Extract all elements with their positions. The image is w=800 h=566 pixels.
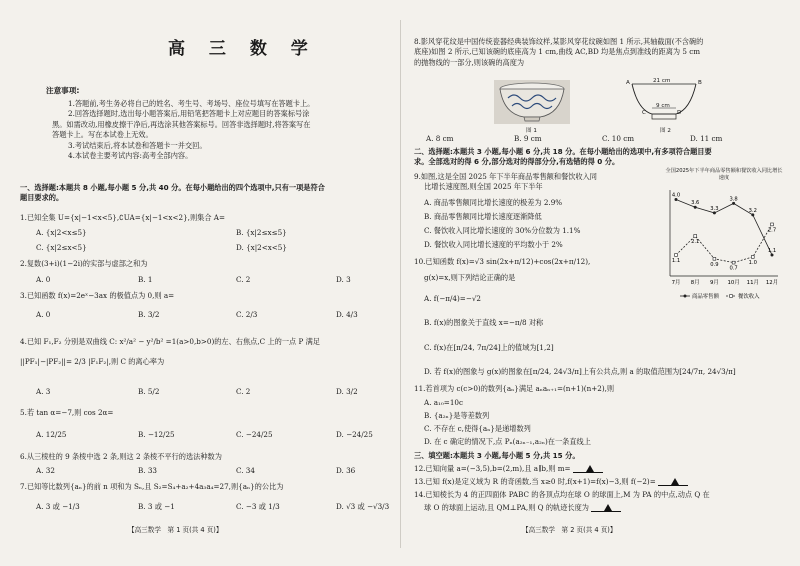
q13-stem (414, 477, 688, 487)
q10-option-d[interactable]: D. 若 f(x)的图象与 g(x)的图象在[π/24, 24√3/π]上有公共点,则 a 的取值范围为[24/7π, 24√3/π] (424, 367, 736, 376)
notice-line: 3.考试结束后,将本试卷和答题卡一并交回。 (68, 140, 207, 150)
triangle-marker-icon (604, 504, 612, 511)
q11-stem: 11.若首项为 c(c>0)的数列{aₙ}满足 aₙaₙ₊₁=(n+1)(n+2),则 (414, 384, 615, 393)
data-point (751, 255, 754, 258)
q9-option-b[interactable]: B. 商品零售额同比增长速度逐渐降低 (424, 212, 542, 221)
q1-option-b[interactable]: B. {x|2≤x≤5} (236, 228, 287, 237)
data-point (771, 223, 774, 226)
q2-option-d[interactable]: D. 3 (336, 275, 351, 284)
data-label: 3.3 (710, 205, 719, 212)
q14-stem-2 (424, 503, 621, 513)
q6-option-b[interactable]: B. 33 (138, 466, 157, 475)
q5-option-d[interactable]: D. −24/25 (336, 430, 373, 439)
q2-option-b[interactable]: B. 1 (138, 275, 153, 284)
q5-option-b[interactable]: B. −12/25 (138, 430, 175, 439)
q7-option-b[interactable]: B. 3 或 −1 (138, 502, 175, 511)
data-label: 3.2 (748, 207, 757, 214)
q4-option-a[interactable]: A. 3 (36, 387, 51, 396)
x-tick-label: 7月 (671, 280, 681, 286)
q12-text: 12.已知向量 a=(−3,5),b=(2,m),且 a∥b,则 m= (414, 464, 571, 473)
chart-title: 全国2025年下半年商品零售额和餐饮收入同比增长速度 (665, 168, 783, 181)
q7-option-a[interactable]: A. 3 或 −1/3 (36, 502, 80, 511)
data-label: 0.9 (710, 261, 719, 268)
q8-line: 底座)如图 2 所示,已知该碗的底座高为 1 cm,曲线 AC,BD 均是焦点到准线的距离为 5 cm (414, 47, 701, 57)
q2-option-c[interactable]: C. 2 (236, 275, 251, 284)
q5-stem: 5.若 tan α=−7,则 cos 2α= (20, 408, 114, 417)
data-label: 3.6 (691, 200, 700, 207)
q13-text: 13.已知 f(x)是定义域为 R 的奇函数,当 x≥0 时,f(x+1)=f(x)−3,则 f(−2)= (414, 477, 656, 486)
fig1-caption: 图 1 (526, 128, 537, 134)
legend-marker-1 (684, 295, 687, 298)
q9-line: 比增长速度图,则全国 2025 年下半年 (424, 182, 543, 192)
q6-option-c[interactable]: C. 34 (236, 466, 255, 475)
footer-text: 【高三数学 第 1 页(共 4 页)】 (128, 526, 223, 534)
section-1-heading (20, 183, 390, 204)
notice-block (52, 99, 392, 161)
data-point (713, 257, 716, 260)
q4-option-c[interactable]: C. 2 (236, 387, 251, 396)
data-label: 0.7 (729, 265, 738, 272)
left-page (18, 0, 393, 566)
bowl-photo-image (494, 80, 570, 124)
point-d-label: D (677, 110, 682, 116)
q4-option-d[interactable]: D. 3/2 (336, 387, 358, 396)
q6-option-a[interactable]: A. 32 (36, 466, 55, 475)
q1-option-a[interactable]: A. {x|2<x≤5} (36, 228, 87, 237)
q4-stem-2: ||PF₁|−|PF₂||= 2/3 |F₁F₂|,则 C 的离心率为 (20, 357, 165, 366)
q10-option-a[interactable]: A. f(−π/4)=−√2 (424, 294, 481, 303)
q3-stem: 3.已知函数 f(x)=2eˣ−3ax 的极值点为 0,则 a= (20, 291, 175, 300)
q8-line: 8.影风穿花纹是中国传统瓷器经典装饰纹样,某影风穿花纹碗如图 1 所示,其轴截面(不含碗的 (414, 37, 704, 46)
q11-option-c[interactable]: C. 不存在 c,使得{aₙ}是递增数列 (424, 424, 531, 433)
q10-stem-2: g(x)=x,则下列结论正确的是 (424, 273, 516, 282)
section-line: 一、选择题:本题共 8 小题,每小题 5 分,共 40 分。在每小题给出的四个选项中,只有一项是符合 (20, 183, 325, 192)
section-3-heading: 三、填空题:本题共 3 小题,每小题 5 分,共 15 分。 (414, 451, 580, 460)
legend-label: 餐饮收入 (738, 294, 760, 300)
section-line: 求。全部选对的得 6 分,部分选对的得部分分,有选错的得 0 分。 (414, 157, 620, 167)
data-label: 2.7 (767, 227, 777, 234)
q9-stem (414, 172, 654, 193)
q8-option-c[interactable]: C. 10 cm (602, 134, 635, 143)
q8-line: 的抛物线的一部分,则该碗的高度为 (414, 57, 525, 67)
section-2-heading (414, 147, 786, 168)
q9-option-a[interactable]: A. 商品零售额同比增长速度的极差为 2.9% (424, 198, 563, 207)
q8-option-b[interactable]: B. 9 cm (514, 134, 542, 143)
q1-option-c[interactable]: C. {x|2≤x<5} (36, 243, 87, 252)
x-tick-label: 11月 (746, 280, 759, 286)
q7-option-c[interactable]: C. −3 或 1/3 (236, 502, 280, 511)
data-label: 1.1 (671, 257, 681, 264)
dim-top-label: 21 cm (653, 78, 671, 84)
footer-text: 【高三数学 第 2 页(共 4 页)】 (522, 526, 617, 534)
q9-option-d[interactable]: D. 餐饮收入同比增长速度的平均数小于 2% (424, 240, 563, 249)
q3-option-b[interactable]: B. 3/2 (138, 310, 160, 319)
section-line: 二、选择题:本题共 3 小题,每小题 6 分,共 18 分。在每小题给出的选项中,有多项符合题目要 (414, 147, 712, 156)
notice-line: 1.答题前,考生务必将自己的姓名、考生号、考场号、座位号填写在答题卡上。 (68, 99, 315, 108)
q4-option-b[interactable]: B. 5/2 (138, 387, 160, 396)
notice-line: 答题卡上。写在本试卷上无效。 (52, 130, 153, 140)
q9-line: 9.如图,这是全国 2025 年下半年商品零售额和餐饮收入同 (414, 172, 597, 181)
series-line-1 (676, 200, 772, 255)
q10-option-b[interactable]: B. f(x)的图象关于直线 x=−π/8 对称 (424, 318, 544, 327)
data-label: 1.1 (767, 247, 777, 254)
q11-option-d[interactable]: D. 在 c 确定的情况下,点 Pₙ(a₂ₙ₋₁,a₂ₙ)在一条直线上 (424, 437, 591, 446)
q14-answer-blank[interactable] (591, 505, 621, 512)
column-divider (400, 20, 401, 548)
q6-option-d[interactable]: D. 36 (336, 466, 356, 475)
q3-option-a[interactable]: A. 0 (36, 310, 51, 319)
q14-text: 球 O 的球面上运动,且 QM⊥PA,则 Q 的轨迹长度为 (424, 503, 589, 512)
q5-option-a[interactable]: A. 12/25 (36, 430, 67, 439)
x-tick-label: 10月 (727, 280, 740, 286)
q11-option-a[interactable]: A. a₁₀=10c (424, 398, 464, 407)
q13-answer-blank[interactable] (658, 479, 688, 486)
point-a-label: A (626, 80, 630, 86)
x-tick-label: 9月 (709, 280, 719, 286)
q3-option-d[interactable]: D. 4/3 (336, 310, 358, 319)
q8-option-a[interactable]: A. 8 cm (426, 134, 454, 143)
data-label: 4.0 (671, 192, 681, 199)
x-tick-label: 8月 (690, 280, 700, 286)
fig2-caption: 图 2 (660, 128, 671, 134)
data-label: 1.0 (748, 259, 757, 266)
q7-option-d[interactable]: D. √3 或 −√3/3 (336, 502, 390, 511)
dim-bottom-label: 9 cm (656, 103, 670, 109)
q6-stem: 6.从三棱柱的 9 条棱中选 2 条,则这 2 条棱不平行的选法种数为 (20, 452, 222, 461)
notice-line: 2.回答选择题时,选出每小题答案后,用铅笔把答题卡上对应题目的答案标号涂 (68, 109, 310, 119)
legend-label: 商品零售额 (692, 294, 719, 300)
triangle-marker-icon (586, 465, 594, 472)
q14-stem-1: 14.已知棱长为 4 的正四面体 PABC 的各顶点均在球 O 的球面上,M 为 PA 的中点,动点 Q 在 (414, 490, 710, 499)
q10-stem-1: 10.已知函数 f(x)=√3 sin(2x+π/12)+cos(2x+π/12), (414, 257, 591, 266)
bowl-photo (494, 80, 570, 124)
notice-heading: 注意事项: (46, 86, 80, 95)
q3-option-c[interactable]: C. 2/3 (236, 310, 258, 319)
data-label: 2.1 (691, 238, 700, 245)
x-tick-label: 12月 (765, 280, 779, 286)
q12-answer-blank[interactable] (573, 466, 603, 473)
data-point (694, 234, 697, 237)
q12-stem (414, 464, 603, 474)
growth-chart (662, 184, 786, 306)
q2-stem: 2.复数(3+i)(1−2i)的实部与虚部之和为 (20, 259, 148, 268)
triangle-marker-icon (671, 478, 679, 485)
notice-line: 黑。如需改动,用橡皮擦干净后,再选涂其他答案标号。回答非选择题时,将答案写在 (52, 119, 311, 129)
notice-line: 4.本试卷主要考试内容:高考全部内容。 (68, 151, 193, 161)
data-point (675, 254, 678, 257)
q8-option-d[interactable]: D. 11 cm (690, 134, 723, 143)
page-footer-right (522, 525, 616, 535)
q2-option-a[interactable]: A. 0 (36, 275, 51, 284)
data-point (732, 261, 735, 264)
q10-option-c[interactable]: C. f(x)在[π/24, 7π/24]上的值域为[1,2] (424, 343, 554, 352)
exam-title: 高 三 数 学 (168, 39, 317, 59)
q11-option-b[interactable]: B. {a₂ₙ}是等差数列 (424, 411, 490, 420)
q9-option-c[interactable]: C. 餐饮收入同比增长速度的 30%分位数为 1.1% (424, 226, 581, 235)
point-c-label: C (642, 110, 646, 116)
q1-stem: 1.已知全集 U={x|−1<x<5},∁UA={x|−1<x<2},则集合 A= (20, 213, 225, 222)
q1-option-d[interactable]: D. {x|2<x<5} (236, 243, 287, 252)
section-line: 题目要求的。 (20, 193, 64, 203)
legend-marker-2 (730, 295, 733, 298)
data-label: 3.8 (729, 196, 738, 203)
q8-stem (414, 37, 786, 68)
q4-stem-1: 4.已知 F₁,F₂ 分别是双曲线 C: x²/a² − y²/b² =1(a>0,b>0)的左、右焦点,C 上的一点 P 满足 (20, 337, 320, 346)
point-b-label: B (698, 80, 702, 86)
q5-option-c[interactable]: C. −24/25 (236, 430, 273, 439)
page-footer-left (128, 525, 222, 535)
q7-stem: 7.已知等比数列{aₙ}的前 n 项和为 Sₙ,且 S₂=S₄+a₂+4a₃a₄=27,则{aₙ}的公比为 (20, 482, 284, 491)
right-page (412, 0, 787, 566)
